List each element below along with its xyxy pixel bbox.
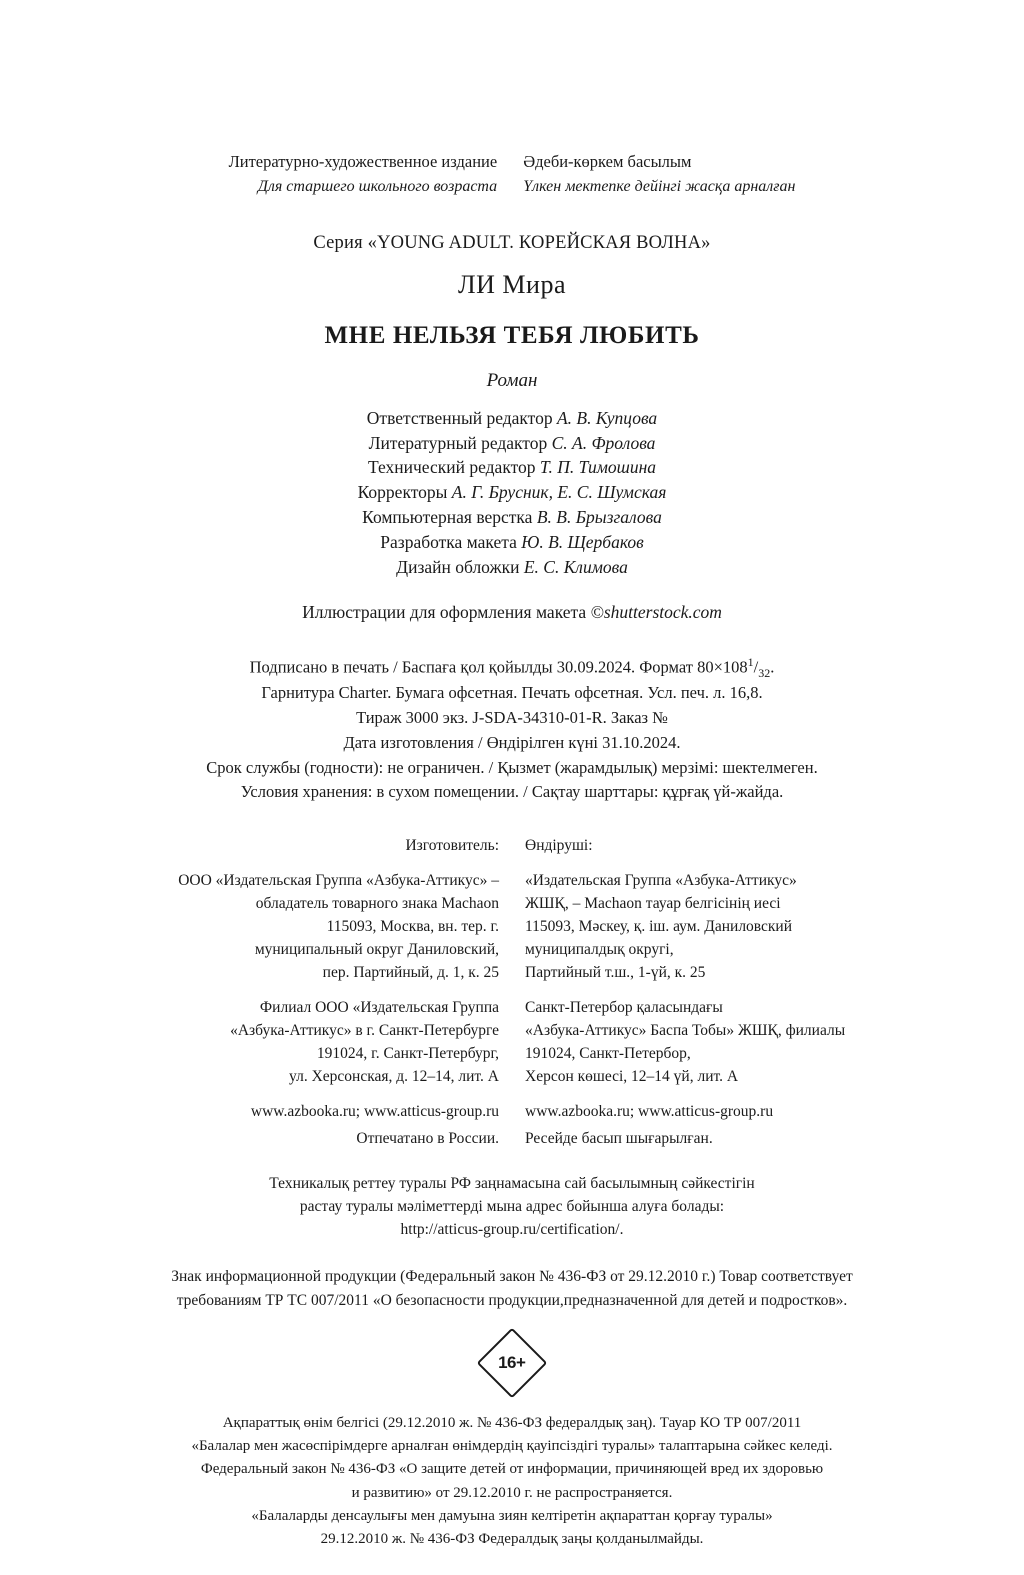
imprint-line-1-text: Подписано в печать / Баспаға қол қойылды 30.09.2024. Формат 80×108	[249, 657, 748, 677]
imprint-line-1: Подписано в печать / Баспаға қол қойылды 30.09.2024. Формат $80\times 108^1/_{32}$.	[249, 654, 775, 680]
bilingual-header	[150, 150, 874, 199]
manufacturer-address-line: Партийный т.ш., 1-үй, к. 25	[525, 963, 706, 981]
manufacturer-address-line: 115093, Москва, вн. тер. г.	[326, 918, 499, 936]
branch-address-line: Санкт-Петербор қаласындағы	[525, 998, 723, 1016]
credit-person: С. А. Фролова	[551, 432, 656, 453]
imprint-line-2: Гарнитура Charter. Бумага офсетная. Печать офсетная. Усл. печ. л. 16,8.	[261, 683, 763, 703]
book-title: МНЕ НЕЛЬЗЯ ТЕБЯ ЛЮБИТЬ	[324, 321, 700, 349]
header-kazakh-line1: Әдеби-көркем басылым	[523, 152, 692, 171]
credit-row	[150, 431, 874, 456]
kazakh-law-line: 29.12.2010 ж. № 436-ФЗ Федералдық заңы қолданылмайды.	[320, 1531, 704, 1548]
manufacturer-columns	[150, 835, 874, 1123]
age-rating-badge-wrapper	[150, 1338, 874, 1388]
genre-label: Роман	[486, 369, 538, 391]
branch-address-line: ул. Херсонская, д. 12–14, лит. А	[289, 1067, 499, 1085]
law-line-2: требованиям ТР ТС 007/2011 «О безопасности продукции,предназначенной для детей и подростков».	[176, 1291, 848, 1309]
certification-line-2: растау туралы мәліметтерді мына адрес бойынша алуға болады:	[299, 1197, 725, 1215]
manufacturer-heading-russian	[164, 835, 499, 858]
kazakh-law-line: Федеральный закон № 436-ФЗ «О защите детей от информации, причиняющей вред их здоровью	[200, 1461, 824, 1478]
format-fraction-numerator: 1	[747, 654, 754, 669]
printed-in-kazakh: Ресейде басып шығарылған.	[525, 1129, 713, 1147]
certification-line-1: Техникалық реттеу туралы РФ заңнамасына сай басылымның сәйкестігін	[269, 1174, 755, 1192]
imprint-line-3: Тираж 3000 экз. J-SDA-34310-01-R. Заказ №	[356, 708, 668, 728]
manufacturer-column-kazakh	[525, 835, 860, 1123]
branch-address-line: «Азбука-Аттикус» в г. Санкт-Петербурге	[230, 1021, 499, 1039]
credit-row	[150, 455, 874, 480]
credit-row	[150, 406, 874, 431]
credit-person: А. Г. Брусник, Е. С. Шумская	[451, 482, 667, 503]
credit-role: Разработка макета	[380, 531, 517, 552]
branch-address-line: 191024, г. Санкт-Петербург,	[316, 1044, 499, 1062]
manufacturer-heading-kazakh	[525, 835, 860, 858]
branch-address-line: 191024, Санкт-Петербор,	[525, 1044, 691, 1062]
manufacturer-heading-russian-text: Изготовитель:	[405, 837, 499, 855]
kazakh-law-line: и развитию» от 29.12.2010 г. не распространяется.	[351, 1484, 673, 1501]
branch-address-line: «Азбука-Аттикус» Баспа Тобы» ЖШҚ, филиалы	[525, 1021, 846, 1039]
publisher-websites-russian[interactable]: www.azbooka.ru; www.atticus-group.ru	[250, 1102, 499, 1120]
law-line-1: Знак информационной продукции (Федеральный закон № 436-ФЗ от 29.12.2010 г.) Товар соответствует	[171, 1268, 853, 1286]
header-kazakh	[523, 150, 795, 199]
manufacturer-address-line: обладатель товарного знака Machaon	[255, 895, 499, 913]
manufacturer-address-line: пер. Партийный, д. 1, к. 25	[322, 963, 499, 981]
imprint-line-1-end: .	[770, 657, 775, 677]
branch-address-kazakh	[525, 997, 860, 1089]
manufacturer-address-russian	[164, 870, 499, 985]
kazakh-law-note	[150, 1412, 874, 1552]
branch-address-russian	[164, 997, 499, 1089]
age-rating-badge	[477, 1327, 548, 1398]
credit-role: Корректоры	[357, 482, 448, 503]
header-russian	[229, 150, 498, 199]
imprint-line-5: Срок службы (годности): не ограничен. / Қызмет (жарамдылық) мерзімі: шектелмеген.	[206, 757, 818, 777]
credit-person: Е. С. Климова	[523, 556, 628, 577]
illustrations-note	[150, 602, 874, 623]
imprint-line-6: Условия хранения: в сухом помещении. / Сақтау шарттары: құрғақ үй-жайда.	[240, 782, 784, 802]
manufacturer-heading-kazakh-text: Өндіруші:	[525, 837, 593, 855]
branch-address-line: Филиал ООО «Издательская Группа	[259, 998, 499, 1016]
manufacturer-address-line: «Издательская Группа «Азбука-Аттикус»	[525, 872, 797, 890]
publisher-websites-kazakh[interactable]: www.azbooka.ru; www.atticus-group.ru	[525, 1102, 774, 1120]
manufacturer-address-line: муниципалдық округі,	[525, 940, 674, 958]
imprint-block	[150, 653, 874, 806]
branch-address-line: Херсон көшесі, 12–14 үй, лит. А	[525, 1067, 739, 1085]
credit-row	[150, 505, 874, 530]
information-product-law	[150, 1265, 874, 1312]
credit-role: Дизайн обложки	[396, 556, 520, 577]
printed-in-row	[150, 1130, 874, 1148]
manufacturer-address-line: ЖШҚ, – Machaon тауар белгісінің иесі	[525, 895, 781, 913]
imprint-line-4: Дата изготовления / Өндірілген күні 31.10.2024.	[343, 732, 681, 752]
credit-role: Технический редактор	[367, 457, 536, 478]
kazakh-law-line: Ақпараттық өнім белгісі (29.12.2010 ж. № 436-ФЗ федералдық заң). Тауар КО ТР 007/2011	[222, 1414, 802, 1431]
certification-url[interactable]: http://atticus-group.ru/certification/.	[400, 1221, 624, 1239]
manufacturer-address-line: муниципальный округ Даниловский,	[254, 940, 499, 958]
header-russian-line1: Литературно-художественное издание	[228, 152, 498, 171]
age-rating-label: 16+	[498, 1352, 526, 1372]
printed-in-russian: Отпечатано в России.	[356, 1129, 499, 1147]
author-name: ЛИ Мира	[458, 269, 566, 299]
manufacturer-address-line: ООО «Издательская Группа «Азбука-Аттикус» –	[178, 872, 499, 890]
credit-role: Литературный редактор	[368, 432, 548, 453]
illustrations-text: Иллюстрации для оформления макета	[302, 601, 587, 622]
credit-row	[150, 480, 874, 505]
credit-row	[150, 530, 874, 555]
manufacturer-column-russian	[164, 835, 499, 1123]
credits-list	[150, 406, 874, 580]
manufacturer-address-line: 115093, Мәскеу, қ. іш. аум. Даниловский	[525, 918, 793, 936]
certification-note	[150, 1172, 874, 1242]
credit-person: В. В. Брызгалова	[536, 507, 662, 528]
kazakh-law-line: «Балалар мен жасөспірімдерге арналған өнімдердің қауіпсіздігі туралы» талаптарына сәйкес келеді.	[191, 1438, 833, 1455]
series-name: Серия «YOUNG ADULT. КОРЕЙСКАЯ ВОЛНА»	[313, 232, 711, 253]
credit-row	[150, 555, 874, 580]
header-russian-line2: Для старшего школьного возраста	[257, 177, 498, 195]
format-fraction-denominator: 32	[758, 665, 771, 680]
kazakh-law-line: «Балаларды денсаулығы мен дамуына зиян келтіретін ақпараттан қорғау туралы»	[251, 1507, 773, 1524]
manufacturer-address-kazakh	[525, 870, 860, 985]
credit-person: Ю. В. Щербаков	[521, 531, 644, 552]
credit-person: Т. П. Тимошина	[539, 457, 657, 478]
credit-role: Ответственный редактор	[366, 407, 553, 428]
credit-role: Компьютерная верстка	[362, 507, 533, 528]
header-kazakh-line2: Үлкен мектепке дейінгі жасқа арналған	[523, 177, 796, 195]
credit-person: А. В. Купцова	[556, 407, 658, 428]
illustrations-source: ©shutterstock.com	[590, 601, 722, 622]
